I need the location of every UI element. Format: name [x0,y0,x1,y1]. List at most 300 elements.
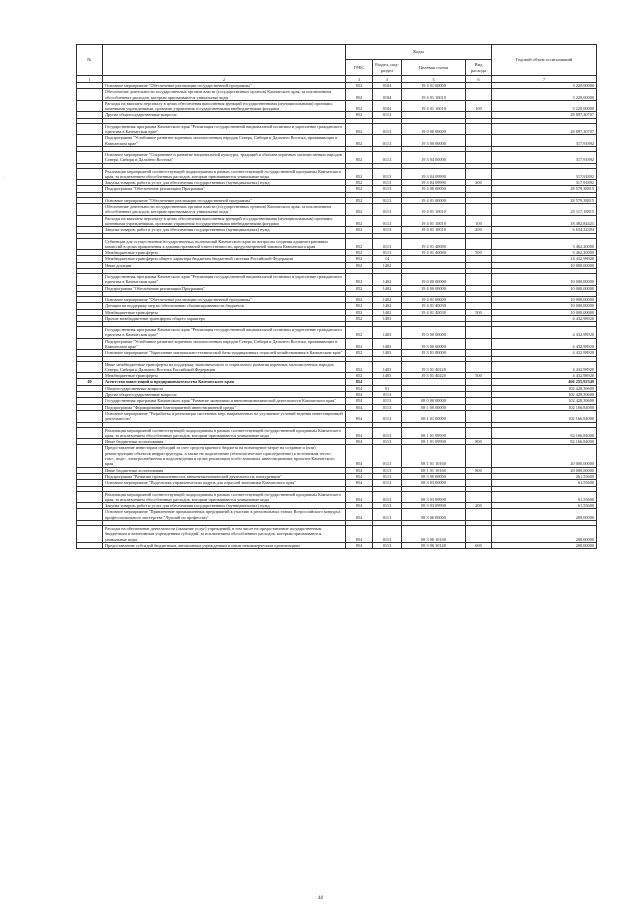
row-name: Дотации на поддержку мер по обеспечению сбалансированности бюджетов [103,303,346,309]
col-number: 6 [466,76,492,83]
row-section: 1403 [373,327,402,339]
row-amount: 20 000,00000 [492,445,597,467]
row-amount: 102 428,39600 [492,392,597,398]
header-section: Раздел, под-раздел [373,60,402,76]
row-grbs: 854 [346,379,373,385]
row-section: 0113 [373,445,402,467]
row-name: Межбюджетные трансферты [103,373,346,379]
row-name: Иные дотации [103,262,346,268]
row-target-article: 08 1 01 10160 [402,467,466,473]
row-amount: 4 432,98920 [492,350,597,356]
row-target-article: 19 4 01 00000 [402,296,466,302]
row-target-article: 19 4 01 00000 [402,197,466,203]
row-grbs: 854 [346,480,373,486]
row-target-article: 19 4 01 10010 [402,89,466,101]
row-amount: 102 166,84000 [492,404,597,410]
row-name: Агентство инвестиций и предпринимательства Камчатского края [103,379,346,385]
row-grbs: 852 [346,250,373,256]
row-grbs: 852 [346,296,373,302]
row-grbs: 854 [346,404,373,410]
row-target-article: 08 0 00 00000 [402,398,466,404]
table-row [77,526,597,543]
row-amount: 3 462,20000 [492,238,597,250]
row-expense-type [466,238,492,250]
row-number [77,215,103,227]
row-grbs: 854 [346,491,373,503]
row-target-article: 19 3 00 00000 [402,135,466,147]
row-number [77,151,103,163]
row-expense-type: 500 [466,373,492,379]
row-expense-type [466,509,492,521]
row-amount: 10 000,00000 [492,296,597,302]
row-target-article: 19 3 01 00000 [402,350,466,356]
row-grbs: 854 [346,385,373,391]
table-row [77,238,597,250]
row-number [77,491,103,503]
row-amount: 61,55600 [492,480,597,486]
row-amount: 4 432,98920 [492,315,597,321]
row-amount: 82 166,84000 [492,427,597,439]
row-target-article: 08 3 06 10140 [402,542,466,548]
row-number [77,238,103,250]
row-number: 40 [77,379,103,385]
row-grbs: 854 [346,526,373,543]
row-name: Иные межбюджетные трансферты на поддержку экономического и социального развития коренных малочисленных народов Севера, Сибири и Дальнего Востока Российской Федерации [103,361,346,373]
row-name: Государственная программа Камчатского края "Реализация государственной национальной политики и укрепление гражданского единства в Камчатском крае" [103,274,346,286]
table-row [77,410,597,422]
row-name: Обеспечение деятельности государственных органов власти (государственных органов) Камчатского края, за исключением обособленных расходов, которым присваиваются уникальные коды [103,204,346,216]
row-amount: 28 579,38815 [492,186,597,192]
row-section: 0113 [373,392,402,398]
row-amount: 61,55600 [492,503,597,509]
row-name: Основное мероприятие "Подготовка управленческих кадров для отраслей экономики Камчатского края" [103,480,346,486]
row-grbs: 852 [346,180,373,186]
row-target-article: 19 4 01 40080 [402,238,466,250]
row-target-article: 08 3 06 10140 [402,526,466,543]
row-grbs: 852 [346,112,373,118]
row-grbs: 852 [346,350,373,356]
row-name: Подпрограмма "Формирование благоприятной инвестиционной среды" [103,404,346,410]
row-amount: 10 000,00000 [492,262,597,268]
row-target-article: 19 0 00 00000 [402,274,466,286]
row-grbs: 852 [346,262,373,268]
row-name: Реализация мероприятий соответствующей подпрограммы в рамках соответствующей государственной программы Камчатского края, за исключением обособленных расходов, которым присваиваются уникальные коды [103,491,346,503]
row-section: 0113 [373,151,402,163]
table-row [77,100,597,112]
row-name: Подпрограмма "Развитие промышленности, внешнеэкономической деятельности, конкуренции" [103,473,346,479]
row-grbs: 852 [346,303,373,309]
table-row [77,123,597,135]
row-section: 0104 [373,100,402,112]
row-number [77,204,103,216]
col-number: 5 [402,76,466,83]
table-body [77,83,597,549]
row-name: Межбюджетные трансферты [103,250,346,256]
row-number [77,274,103,286]
table-row [77,542,597,548]
row-expense-type: 100 [466,215,492,227]
row-expense-type [466,151,492,163]
row-section: 1403 [373,338,402,350]
row-section: 1402 [373,274,402,286]
row-section: 0104 [373,89,402,101]
row-expense-type [466,526,492,543]
row-section: 0113 [373,238,402,250]
row-expense-type [466,427,492,439]
row-expense-type: 200 [466,503,492,509]
row-amount: 3 220,00000 [492,89,597,101]
row-name: Субвенции для осуществления государственных полномочий Камчатского края по вопросам создания административных комиссий в целях привлечения к административной ответственности, предусмотренной законом Камчатского края [103,238,346,250]
table-row [77,168,597,180]
row-section: 1403 [373,361,402,373]
row-grbs: 852 [346,256,373,262]
row-amount: 10 000,00000 [492,285,597,291]
row-number [77,427,103,439]
row-name: Государственная программа Камчатского края "Реализация государственной национальной политики и укрепление гражданского единства в Камчатском крае" [103,123,346,135]
row-name: Иные бюджетные ассигнования [103,439,346,445]
row-target-article: 19 0 00 00000 [402,123,466,135]
row-target-article: 08 1 01 09990 [402,427,466,439]
row-section: 0113 [373,204,402,216]
row-name: Закупка товаров, работ и услуг для обеспечения государственных (муниципальных) нужд [103,503,346,509]
row-expense-type [466,445,492,467]
row-section: 0113 [373,526,402,543]
row-amount: 200,00000 [492,509,597,521]
row-section: 0113 [373,215,402,227]
row-grbs: 852 [346,309,373,315]
row-target-article: 19 3 01 40220 [402,373,466,379]
row-section: 0113 [373,250,402,256]
row-section: 0113 [373,168,402,180]
table-row [77,361,597,373]
row-amount: 82 166,84000 [492,439,597,445]
row-expense-type [466,338,492,350]
row-amount: 18 482,84421 [492,215,597,227]
budget-table-page [76,44,596,549]
table-row [77,204,597,216]
row-target-article: 19 3 00 00000 [402,338,466,350]
row-name: Реализация мероприятий соответствующей подпрограммы в рамках соответствующей государственной программы Камчатского края, за исключением обособленных расходов, которым присваиваются уникальные коды [103,168,346,180]
col-number: 2 [103,76,346,83]
row-name: Государственная программа Камчатского края "Реализация государственной национальной политики и укрепление гражданского единства в Камчатском крае" [103,327,346,339]
row-grbs: 852 [346,100,373,112]
row-amount: 4 432,98920 [492,327,597,339]
row-expense-type: 500 [466,309,492,315]
row-target-article: 08 3 03 00000 [402,480,466,486]
row-expense-type: 600 [466,542,492,548]
row-amount: 261,55600 [492,473,597,479]
row-grbs: 852 [346,204,373,216]
row-name: Основное мероприятие "Сохранение и развитие национальной культуры, традиций и обычаев коренных малочисленных народов Севера, Сибири и Дальнего Востока" [103,151,346,163]
header-grbs: ГРБС [346,60,373,76]
row-section: 0113 [373,227,402,233]
row-expense-type [466,361,492,373]
row-number [77,361,103,373]
table-row [77,151,597,163]
row-expense-type: 800 [466,467,492,473]
header-vr: Вид расхода [466,60,492,76]
row-section: 1402 [373,309,402,315]
row-name: Расходы на выплаты персоналу в целях обеспечения выполнения функций государственными (муниципальными) органами, казенными учреждениями, органами управления государственными внебюджетными фондами [103,215,346,227]
row-name: Подпрограмма "Устойчивое развитие коренных малочисленных народов Севера, Сибири и Дальнего Востока, проживающих в Камчатском крае" [103,338,346,350]
row-target-article: 19 4 01 00000 [402,83,466,89]
row-grbs: 852 [346,135,373,147]
row-grbs: 854 [346,392,373,398]
row-section: 0113 [373,123,402,135]
row-grbs: 852 [346,327,373,339]
row-amount: 28 897,30707 [492,112,597,118]
row-name: Основное мероприятие "Разработка и реализация системных мер, направленных на улучшение условий ведения инвестиционной деятельности" [103,410,346,422]
row-name: Иные бюджетные ассигнования [103,467,346,473]
row-name: Предоставление субсидий бюджетным, автономным учреждениям и иным некоммерческим организациям [103,542,346,548]
row-target-article: 19 4 01 10010 [402,227,466,233]
row-target-article: 19 3 04 09990 [402,168,466,180]
row-expense-type: 200 [466,180,492,186]
row-name: Закупка товаров, работ и услуг для обеспечения государственных (муниципальных) нужд [103,180,346,186]
row-grbs: 852 [346,361,373,373]
row-amount: 3 220,00000 [492,83,597,89]
row-grbs: 852 [346,168,373,180]
row-amount: 61,55600 [492,491,597,503]
row-section: 1403 [373,350,402,356]
row-grbs: 852 [346,285,373,291]
row-name: Межбюджетные трансферты общего характера бюджетам бюджетной системы Российской Федерации [103,256,346,262]
row-expense-type [466,123,492,135]
row-expense-type [466,168,492,180]
row-target-article: 08 1 01 10160 [402,445,466,467]
row-grbs: 852 [346,315,373,321]
row-amount: 14 432,98920 [492,256,597,262]
row-section: 0113 [373,135,402,147]
row-section: 0113 [373,473,402,479]
row-amount: 317,91892 [492,151,597,163]
row-grbs: 852 [346,83,373,89]
row-target-article: 19 4 00 00000 [402,186,466,192]
row-section: 14 [373,256,402,262]
row-target-article: 08 1 01 09990 [402,439,466,445]
row-amount: 20 000,00000 [492,467,597,473]
row-expense-type [466,491,492,503]
col-number: 3 [346,76,373,83]
row-grbs: 854 [346,509,373,521]
header-codes: Коды [346,45,492,60]
row-name: Подпрограмма "Устойчивое развитие коренных малочисленных народов Севера, Сибири и Дальнего Востока, проживающих в Камчатском крае" [103,135,346,147]
row-grbs: 852 [346,123,373,135]
row-name: Основное мероприятие "Обеспечение реализации государственной программы" [103,83,346,89]
header-num: № [77,45,103,76]
row-expense-type: 500 [466,250,492,256]
row-number [77,135,103,147]
row-grbs: 854 [346,542,373,548]
row-name: Основное мероприятие "Обеспечение реализации государственной программы" [103,197,346,203]
row-amount: 317,91892 [492,135,597,147]
row-grbs: 852 [346,89,373,101]
page-number: 48 [318,896,323,901]
row-section: 1402 [373,285,402,291]
header-sum: Годовой объем ассигнований [492,45,597,76]
row-amount: 25 117,18815 [492,204,597,216]
row-grbs: 852 [346,238,373,250]
row-expense-type [466,204,492,216]
table-row [77,509,597,521]
row-expense-type [466,135,492,147]
row-grbs: 854 [346,445,373,467]
row-grbs: 852 [346,151,373,163]
row-target-article: 08 3 00 00000 [402,473,466,479]
row-number [77,509,103,521]
row-section: 1403 [373,373,402,379]
row-amount: 3 220,00000 [492,100,597,112]
row-section: 0113 [373,112,402,118]
row-target-article: 19 4 00 00000 [402,285,466,291]
row-name: Закупка товаров, работ и услуг для обеспечения государственных (муниципальных) нужд [103,227,346,233]
row-name: Государственная программа Камчатского края "Развитие экономики и внешнеэкономической деятельности Камчатского края" [103,398,346,404]
table-row [77,89,597,101]
row-number [77,100,103,112]
row-grbs: 852 [346,373,373,379]
row-expense-type [466,410,492,422]
row-name: Основное мероприятие "Обеспечение реализации государственной программы" [103,296,346,302]
row-target-article: 19 0 00 00000 [402,327,466,339]
row-section: 0113 [373,509,402,521]
row-target-article: 19 4 01 10010 [402,204,466,216]
row-number [77,410,103,422]
row-section: 1403 [373,315,402,321]
scan-margin-mark: · [3,175,5,181]
row-grbs: 854 [346,473,373,479]
row-number [77,338,103,350]
row-grbs: 852 [346,338,373,350]
row-target-article: 19 3 04 09990 [402,180,466,186]
row-section: 01 [373,385,402,391]
row-target-article: 19 4 01 40080 [402,250,466,256]
row-amount: 200,00000 [492,542,597,548]
row-amount: 466 255,92349 [492,379,597,385]
row-section: 0113 [373,410,402,422]
row-expense-type: 800 [466,439,492,445]
row-amount: 102 428,39600 [492,398,597,404]
table-row [77,135,597,147]
row-grbs: 852 [346,186,373,192]
row-target-article: 19 4 01 10010 [402,215,466,227]
row-amount: 28 579,38815 [492,197,597,203]
row-section: 0113 [373,542,402,548]
row-name: Основное мероприятие "Укрепление материально-технической базы традиционных отраслей хозяйствования в Камчатском крае" [103,350,346,356]
budget-allocation-table [76,44,597,549]
table-row [77,215,597,227]
row-grbs: 852 [346,274,373,286]
col-number: 7 [492,76,597,83]
row-section: 0113 [373,180,402,186]
table-row [77,274,597,286]
row-amount: 4 432,98920 [492,338,597,350]
row-amount: 200,00000 [492,526,597,543]
row-section: 0113 [373,427,402,439]
row-grbs: 854 [346,398,373,404]
row-target-article: 19 4 01 40030 [402,303,466,309]
row-name: Подпрограмма "Обеспечение реализации Программы" [103,285,346,291]
row-number [77,526,103,543]
row-target-article: 19 3 01 40220 [402,361,466,373]
col-number: 1 [77,76,103,83]
row-name: Расходы на обеспечение деятельности (оказание услуг) учреждений, в том числе на предоставление государственным бюджетным и автономным учреждениям субсидий, за исключением обособленных расходов, которым присваиваются уникальные коды [103,526,346,543]
row-target-article: 08 3 06 00000 [402,509,466,521]
row-name: Подпрограмма "Обеспечение реализации Программы" [103,186,346,192]
table-row [77,327,597,339]
row-grbs: 852 [346,197,373,203]
row-number [77,445,103,467]
row-amount: 10 000,00000 [492,274,597,286]
row-section: 0113 [373,491,402,503]
table-row [77,491,597,503]
row-target-article: 19 4 01 10010 [402,100,466,112]
row-name: Предоставление инвесторам субсидий за счет средств краевого бюджета на возмещение затрат на создание и (или) реконструкцию объектов инфраструктуры, а также на подключение (технологическое присоединение) к источникам тепло-, газо-, водо-, электроснабжения и водоотведения в целях реализации особо значимых инвестиционных проектов Камчатского края [103,445,346,467]
row-grbs: 854 [346,427,373,439]
row-grbs: 854 [346,503,373,509]
row-name: Другие общегосударственные вопросы [103,392,346,398]
header-name [103,45,346,76]
row-section: 0113 [373,186,402,192]
row-grbs: 852 [346,215,373,227]
row-grbs: 854 [346,439,373,445]
row-grbs: 852 [346,227,373,233]
row-number [77,542,103,548]
row-name: Межбюджетные трансферты [103,309,346,315]
row-target-article: 08 1 01 00000 [402,410,466,422]
row-expense-type: 100 [466,100,492,112]
row-expense-type [466,327,492,339]
row-section: 0113 [373,398,402,404]
row-section: 1402 [373,296,402,302]
row-number [77,123,103,135]
row-name: Обеспечение деятельности государственных органов власти (государственных органов) Камчатского края, за исключением обособленных расходов, которым присваиваются уникальные коды [103,89,346,101]
row-target-article: 19 4 01 40030 [402,309,466,315]
row-section: 1402 [373,303,402,309]
row-amount: 102 166,84000 [492,410,597,422]
row-name: Основное мероприятие "Привлечение промышленных предприятий к участию в региональных этапах Всероссийского конкурса профессионального мастерства "Лучший по профессии" [103,509,346,521]
row-section: 0104 [373,83,402,89]
row-section: 0113 [373,439,402,445]
row-target-article: 19 3 04 00000 [402,151,466,163]
table-row [77,445,597,467]
row-target-article: 08 3 03 09990 [402,503,466,509]
row-amount: 4 432,98920 [492,373,597,379]
row-amount: 6 634,34394 [492,227,597,233]
col-number: 4 [373,76,402,83]
row-amount: 102 428,39600 [492,385,597,391]
row-section: 0113 [373,197,402,203]
row-name: Общегосударственные вопросы [103,385,346,391]
row-grbs: 854 [346,410,373,422]
row-target-article: 08 3 03 09990 [402,491,466,503]
row-name: Расходы на выплаты персоналу в целях обеспечения выполнения функций государственными (муниципальными) органами, казенными учреждениями, органами управления государственными внебюджетными фондами [103,100,346,112]
row-grbs: 854 [346,467,373,473]
row-name: Другие общегосударственные вопросы [103,112,346,118]
row-amount: 10 000,00000 [492,309,597,315]
row-expense-type [466,274,492,286]
header-target: Целевая статья [402,60,466,76]
row-section: 0113 [373,404,402,410]
row-section: 1402 [373,262,402,268]
row-number [77,168,103,180]
row-expense-type [466,89,492,101]
row-number [77,89,103,101]
row-amount: 3 462,20000 [492,250,597,256]
row-amount: 317,91892 [492,168,597,180]
row-amount: 317,91892 [492,180,597,186]
row-section: 0113 [373,503,402,509]
row-amount: 10 000,00000 [492,303,597,309]
